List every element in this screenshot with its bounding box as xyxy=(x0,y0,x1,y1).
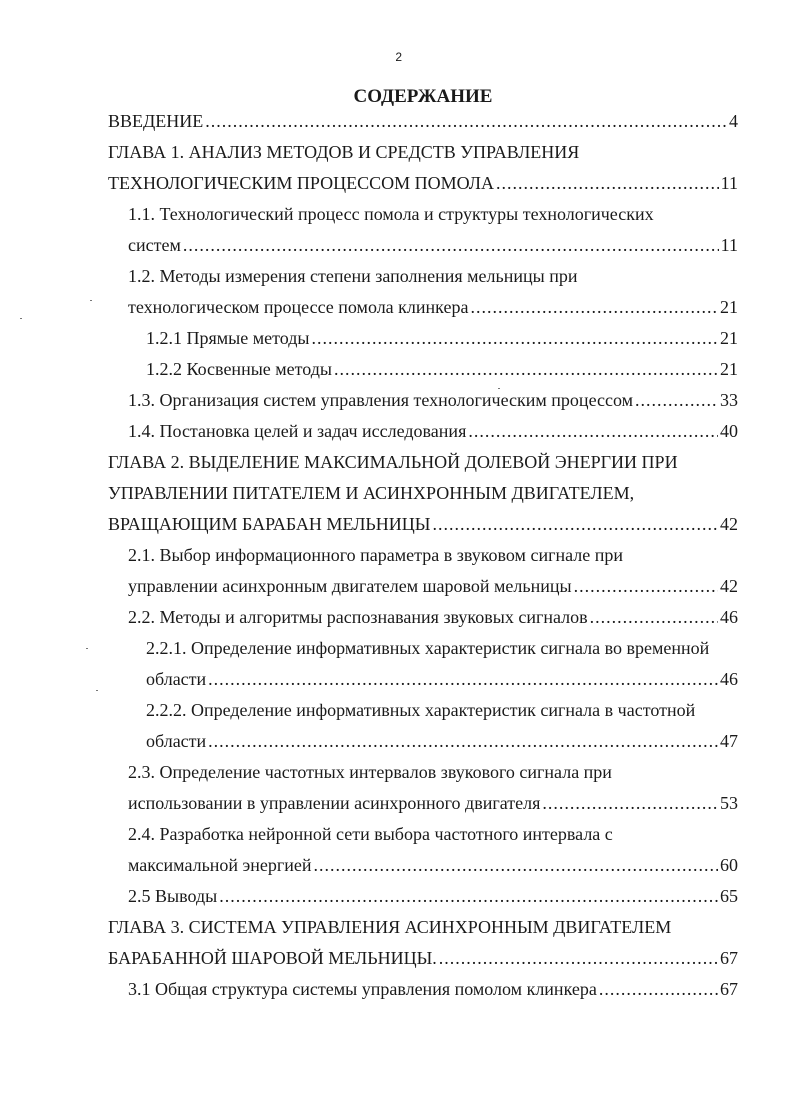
toc-entry-2-5 xyxy=(0,881,798,912)
toc-entry-text: ТЕХНОЛОГИЧЕСКИМ ПРОЦЕССОМ ПОМОЛА xyxy=(108,173,494,193)
leader-dots xyxy=(470,292,718,323)
toc-page-number: 21 xyxy=(720,359,738,379)
toc-entry-1-1 xyxy=(0,199,798,261)
toc-page-number: 42 xyxy=(720,576,738,596)
toc-entry-text: 1.2.2 Косвенные методы xyxy=(146,359,333,379)
scan-speck xyxy=(96,690,98,691)
leader-dots xyxy=(468,416,718,447)
toc-entry-text: ВВЕДЕНИЕ xyxy=(108,111,204,131)
toc-entry-1-3 xyxy=(0,385,798,416)
toc-entry-text: 2.3. Определение частотных интервалов звукового сигнала при xyxy=(128,762,612,782)
toc-entry-text: ГЛАВА 3. СИСТЕМА УПРАВЛЕНИЯ АСИНХРОННЫМ ДВИГАТЕЛЕМ xyxy=(108,917,672,937)
leader-dots xyxy=(432,509,718,540)
toc-entry-text: ВРАЩАЮЩИМ БАРАБАН МЕЛЬНИЦЫ xyxy=(108,514,431,534)
scan-speck xyxy=(20,318,22,319)
toc-entry-2-2-1 xyxy=(0,633,798,695)
toc-entry-introduction xyxy=(0,106,798,137)
toc-page-number: 11 xyxy=(720,173,738,193)
scan-speck xyxy=(90,300,92,301)
toc-page-number: 4 xyxy=(729,111,738,131)
leader-dots xyxy=(599,974,718,1005)
toc-entry-text: 2.5 Выводы xyxy=(128,886,218,906)
toc-entry-text: систем xyxy=(128,235,181,255)
toc-entry-text: 2.2.1. Определение информативных характеристик сигнала во временной xyxy=(146,638,710,658)
toc-page-number: 60 xyxy=(720,855,738,875)
toc-page-number: 67 xyxy=(720,948,738,968)
toc-entry-text: максимальной энергией xyxy=(128,855,312,875)
toc-page-number: 21 xyxy=(720,297,738,317)
toc-entry-text: управлении асинхронным двигателем шаровой мельницы xyxy=(128,576,572,596)
toc-entry-text: использовании в управлении асинхронного двигателя xyxy=(128,793,541,813)
toc-page-number: 21 xyxy=(720,328,738,348)
toc-entry-2-4 xyxy=(0,819,798,881)
toc-entry-text: 1.2. Методы измерения степени заполнения мельницы при xyxy=(128,266,578,286)
toc-entry-1-2 xyxy=(0,261,798,323)
leader-dots xyxy=(542,788,718,819)
toc-page-number: 40 xyxy=(720,421,738,441)
leader-dots xyxy=(439,943,718,974)
leader-dots xyxy=(635,385,718,416)
leader-dots xyxy=(334,354,718,385)
table-of-contents xyxy=(0,106,798,1005)
leader-dots xyxy=(208,664,718,695)
leader-dots xyxy=(205,106,727,137)
leader-dots xyxy=(574,571,718,602)
leader-dots xyxy=(208,726,718,757)
toc-entry-text: ГЛАВА 1. АНАЛИЗ МЕТОДОВ И СРЕДСТВ УПРАВЛЕНИЯ xyxy=(108,142,580,162)
leader-dots xyxy=(496,168,719,199)
toc-entry-text: 1.3. Организация систем управления технологическим процессом xyxy=(128,390,634,410)
toc-entry-text: технологическом процессе помола клинкера xyxy=(128,297,469,317)
toc-page-number: 47 xyxy=(720,731,738,751)
toc-page-number: 46 xyxy=(720,607,738,627)
toc-page-number: 33 xyxy=(720,390,738,410)
toc-entry-text: 2.4. Разработка нейронной сети выбора частотного интервала с xyxy=(128,824,613,844)
toc-entry-text: области xyxy=(146,731,207,751)
scan-speck xyxy=(86,648,88,649)
toc-page-number: 67 xyxy=(720,979,738,999)
toc-entry-text: области xyxy=(146,669,207,689)
leader-dots xyxy=(219,881,718,912)
toc-entry-text: 1.4. Постановка целей и задач исследования xyxy=(128,421,467,441)
page-number: 2 xyxy=(395,50,403,64)
leader-dots xyxy=(590,602,718,633)
toc-entry-chapter-1 xyxy=(0,137,798,199)
toc-entry-text: 3.1 Общая структура системы управления помолом клинкера xyxy=(128,979,597,999)
toc-page-number: 65 xyxy=(720,886,738,906)
toc-entry-2-1 xyxy=(0,540,798,602)
toc-entry-text: БАРАБАННОЙ ШАРОВОЙ МЕЛЬНИЦЫ. xyxy=(108,948,437,968)
toc-entry-text: 2.2. Методы и алгоритмы распознавания звуковых сигналов xyxy=(128,607,588,627)
toc-entry-chapter-2 xyxy=(0,447,798,540)
toc-page-number: 53 xyxy=(720,793,738,813)
toc-entry-text: УПРАВЛЕНИИ ПИТАТЕЛЕМ И АСИНХРОННЫМ ДВИГАТЕЛЕМ, xyxy=(108,483,635,503)
toc-entry-2-3 xyxy=(0,757,798,819)
toc-page-number: 42 xyxy=(720,514,738,534)
toc-entry-1-2-2 xyxy=(0,354,798,385)
toc-entry-2-2 xyxy=(0,602,798,633)
leader-dots xyxy=(314,850,718,881)
scan-speck xyxy=(498,388,500,389)
toc-entry-text: ГЛАВА 2. ВЫДЕЛЕНИЕ МАКСИМАЛЬНОЙ ДОЛЕВОЙ ЭНЕРГИИ ПРИ xyxy=(108,452,678,472)
toc-entry-chapter-3 xyxy=(0,912,798,974)
toc-entry-2-2-2 xyxy=(0,695,798,757)
toc-entry-1-4 xyxy=(0,416,798,447)
toc-entry-text: 2.2.2. Определение информативных характеристик сигнала в частотной xyxy=(146,700,696,720)
toc-entry-3-1 xyxy=(0,974,798,1005)
toc-entry-text: 1.1. Технологический процесс помола и структуры технологических xyxy=(128,204,654,224)
leader-dots xyxy=(312,323,719,354)
leader-dots xyxy=(183,230,719,261)
toc-entry-text: 1.2.1 Прямые методы xyxy=(146,328,310,348)
toc-entry-1-2-1 xyxy=(0,323,798,354)
toc-entry-text: 2.1. Выбор информационного параметра в звуковом сигнале при xyxy=(128,545,623,565)
toc-page-number: 46 xyxy=(720,669,738,689)
toc-page-number: 11 xyxy=(720,235,738,255)
toc-title: СОДЕРЖАНИЕ xyxy=(353,86,493,107)
